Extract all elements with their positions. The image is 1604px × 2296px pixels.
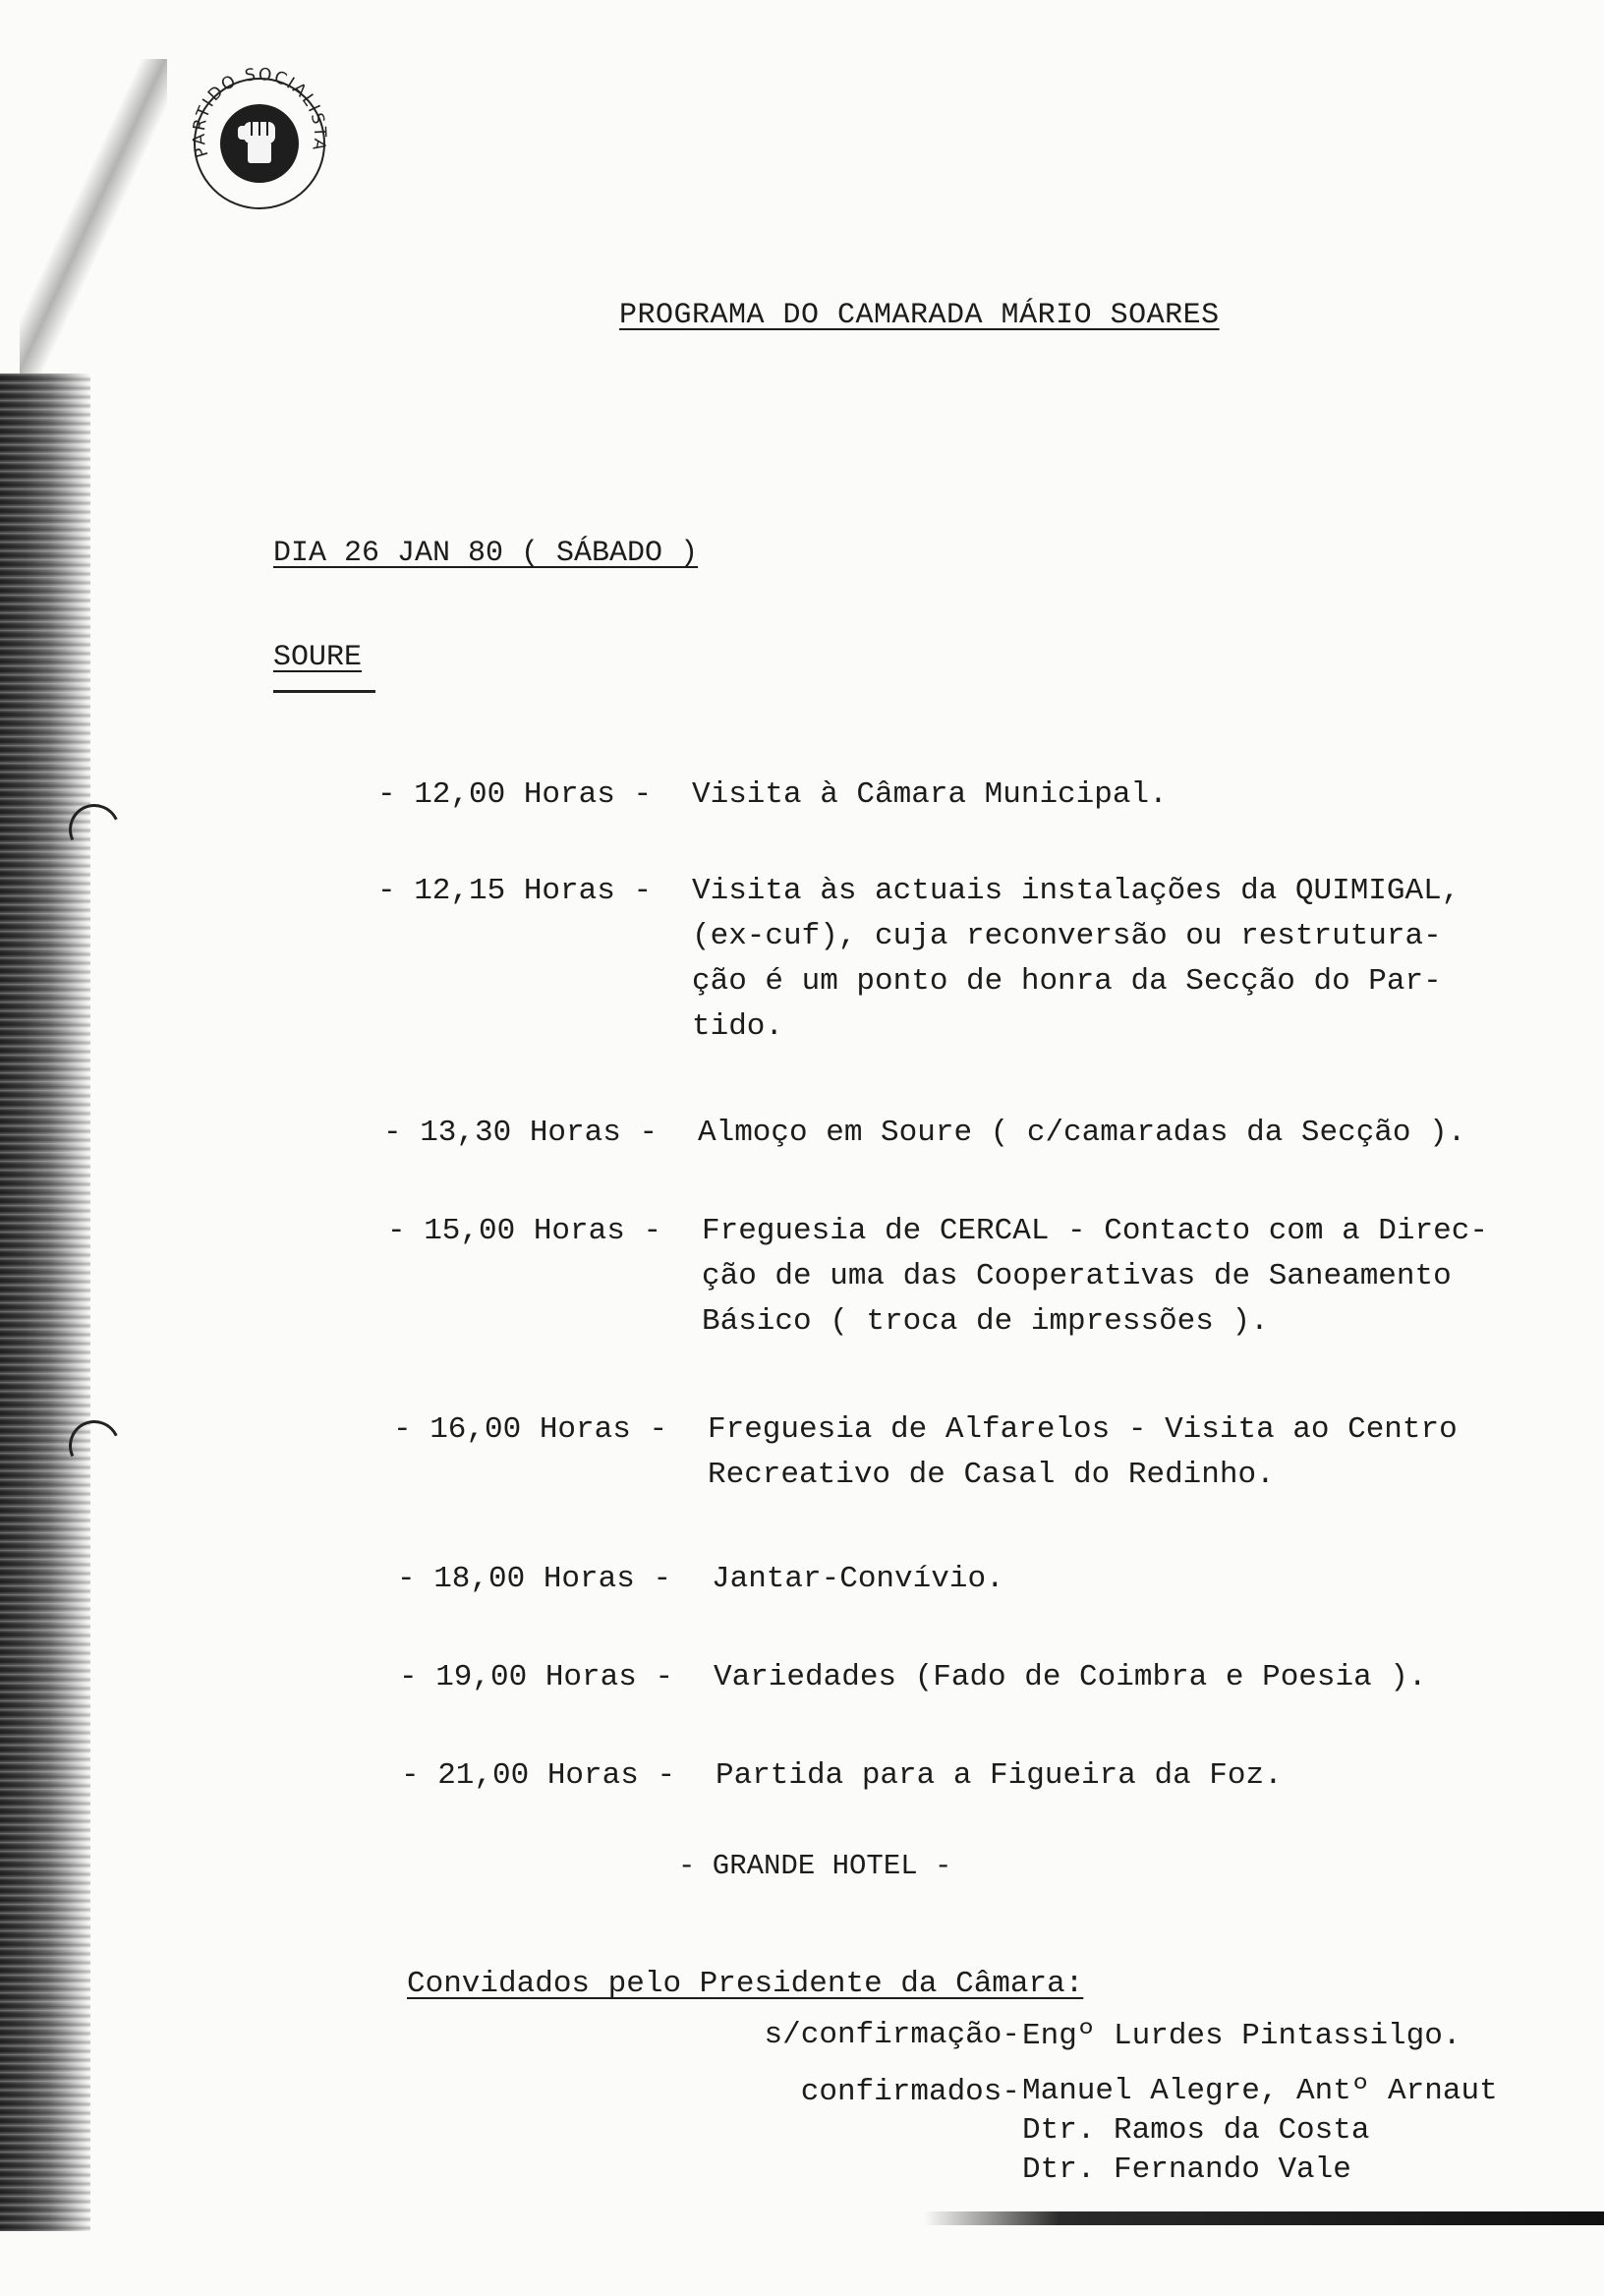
- confirmed-guest: Dtr. Ramos da Costa: [1022, 2113, 1370, 2148]
- schedule-line: Básico ( troca de impressões ).: [702, 1304, 1269, 1339]
- schedule-item: [383, 1111, 1465, 1156]
- schedule-line: Freguesia de Alfarelos - Visita ao Centro: [708, 1412, 1458, 1447]
- place-heading: SOURE: [273, 641, 363, 674]
- schedule-item: [377, 869, 1460, 1050]
- schedule-line: Jantar-Convívio.: [712, 1562, 1004, 1596]
- day-heading: DIA 26 JAN 80 ( SÁBADO ): [273, 537, 699, 570]
- unconfirmed-guest: Engº Lurdes Pintassilgo.: [1022, 2019, 1461, 2053]
- schedule-time: - 12,15 Horas -: [377, 874, 653, 908]
- schedule-line: Partida para a Figueira da Foz.: [716, 1758, 1283, 1793]
- hotel-name: - GRANDE HOTEL -: [678, 1850, 952, 1882]
- party-logo: [181, 61, 338, 218]
- confirmed-guest: Dtr. Fernando Vale: [1022, 2152, 1351, 2187]
- place-double-underline: [273, 690, 375, 693]
- schedule-line: Almoço em Soure ( c/camaradas da Secção ).: [698, 1116, 1466, 1150]
- schedule-line: Recreativo de Casal do Redinho.: [708, 1458, 1275, 1492]
- schedule-line: ção de uma das Cooperativas de Saneamento: [702, 1259, 1452, 1293]
- schedule-time: - 13,30 Horas -: [383, 1116, 659, 1150]
- schedule-line: (ex-cuf), cuja reconversão ou restrutura-: [692, 919, 1442, 953]
- binding-shadow: [0, 373, 90, 2231]
- schedule-line: Visita às actuais instalações da QUIMIGAL,: [692, 874, 1461, 908]
- copy-shadow-top: [20, 59, 167, 393]
- schedule-item: [399, 1655, 1427, 1700]
- schedule-time: - 19,00 Horas -: [399, 1660, 674, 1694]
- confirmed-guest: Manuel Alegre, Antº Arnaut: [1022, 2074, 1498, 2108]
- guests-heading: Convidados pelo Presidente da Câmara:: [407, 1967, 1084, 2001]
- schedule-item: [387, 1209, 1488, 1345]
- schedule-time: - 12,00 Horas -: [377, 777, 653, 812]
- schedule-item: [393, 1407, 1458, 1498]
- unconfirmed-label: s/confirmação-: [764, 2018, 1020, 2052]
- confirmed-guests: [1022, 2072, 1498, 2190]
- schedule-time: - 18,00 Horas -: [397, 1562, 672, 1596]
- fist-logo-icon: [181, 61, 338, 218]
- schedule-time: - 16,00 Horas -: [393, 1412, 668, 1447]
- schedule-item: [377, 773, 1168, 818]
- schedule-line: Visita à Câmara Municipal.: [692, 777, 1168, 812]
- schedule-item: [397, 1557, 1004, 1602]
- schedule-time: - 15,00 Horas -: [387, 1214, 662, 1248]
- confirmed-label: confirmados-: [800, 2075, 1020, 2109]
- page-title: PROGRAMA DO CAMARADA MÁRIO SOARES: [619, 299, 1220, 332]
- schedule-line: tido.: [692, 1009, 784, 1044]
- schedule-line: Variedades (Fado de Coimbra e Poesia ).: [714, 1660, 1427, 1694]
- schedule-line: ção é um ponto de honra da Secção do Par-: [692, 964, 1442, 999]
- logo-text: PARTIDO SOCIALISTA: [189, 64, 330, 160]
- schedule-item: [401, 1753, 1283, 1799]
- bottom-shadow: [924, 2211, 1604, 2225]
- schedule-time: - 21,00 Horas -: [401, 1758, 676, 1793]
- schedule-line: Freguesia de CERCAL - Contacto com a Direc-: [702, 1214, 1488, 1248]
